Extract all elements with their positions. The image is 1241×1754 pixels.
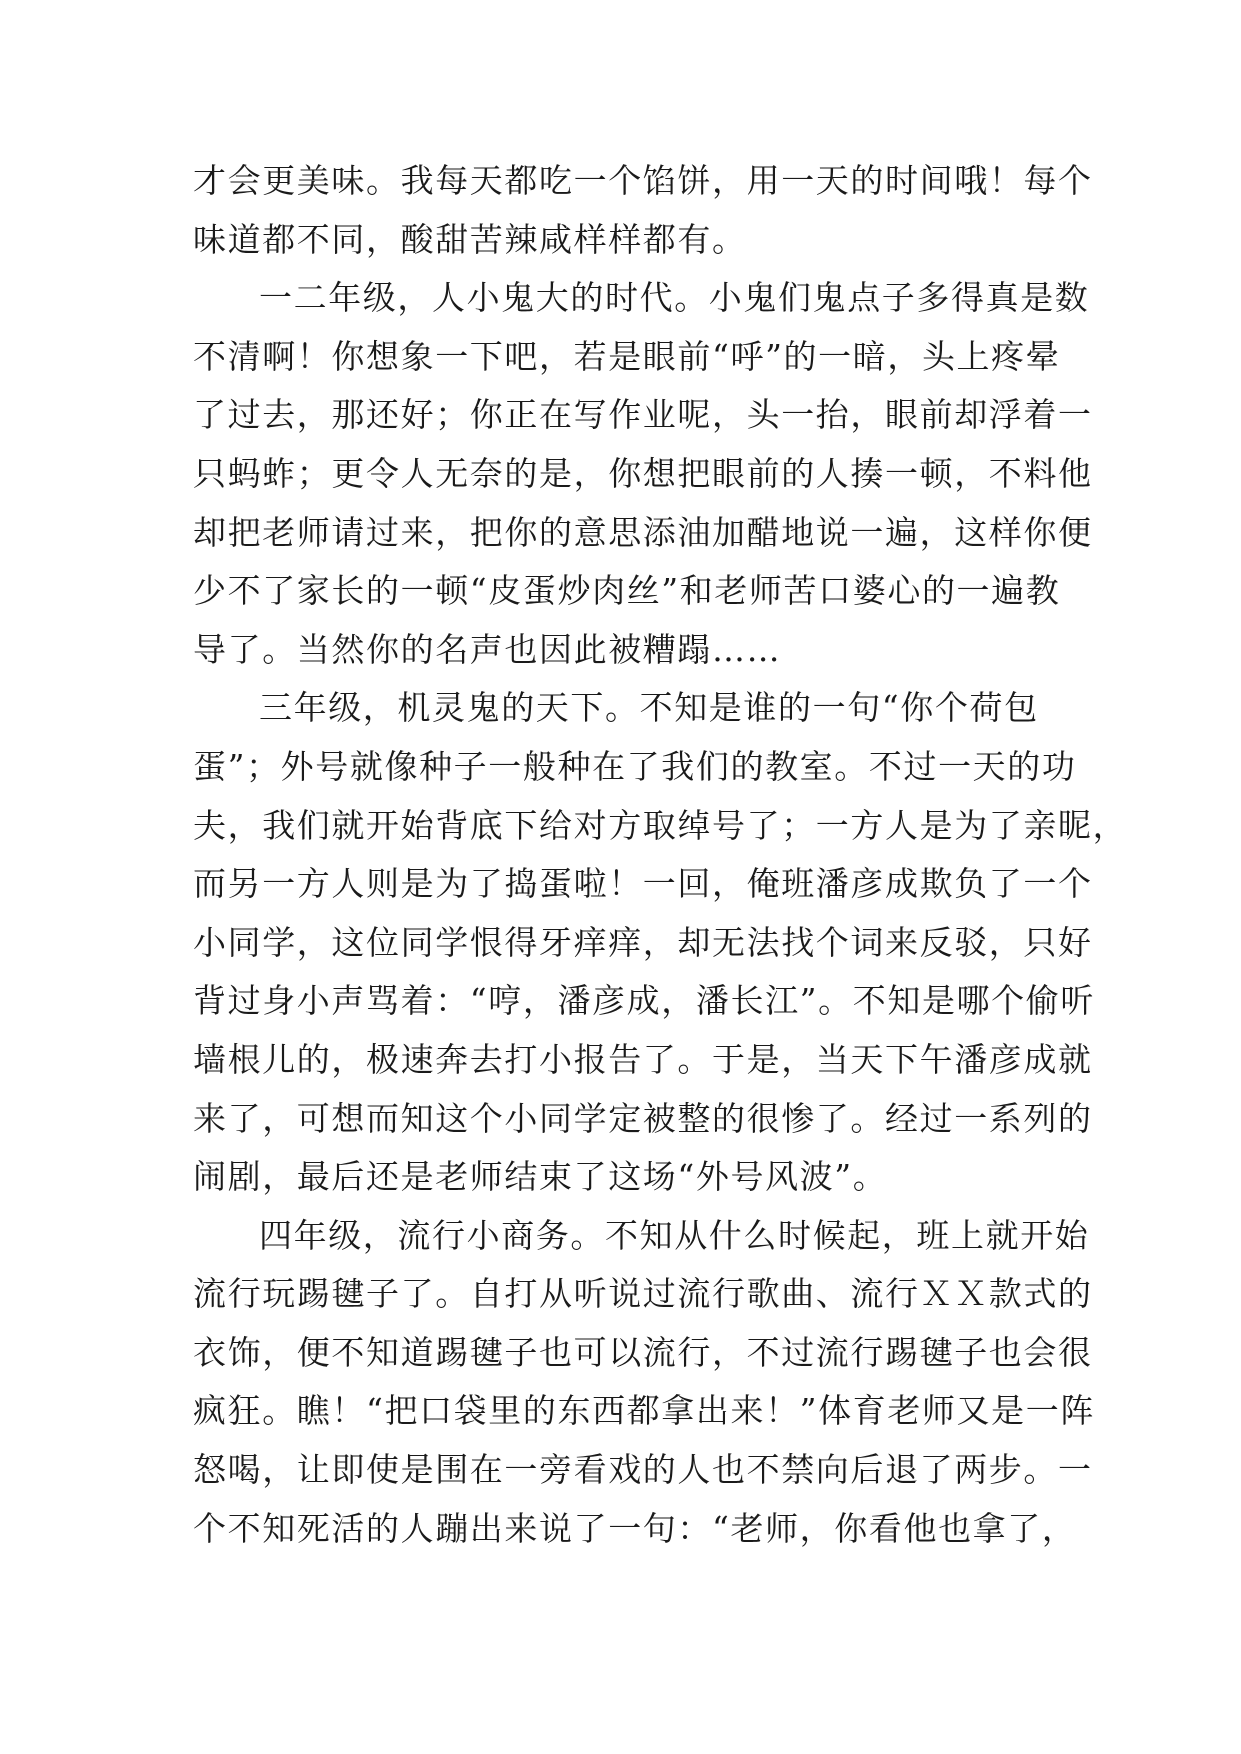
text-line: 少不了家长的一顿“皮蛋炒肉丝”和老师苦口婆心的一遍教 bbox=[193, 571, 1061, 611]
text-line: 背过身小声骂着：“哼，潘彦成，潘长江”。不知是哪个偷听 bbox=[193, 981, 1095, 1021]
text-line: 夫，我们就开始背底下给对方取绰号了；一方人是为了亲昵， bbox=[193, 805, 1128, 845]
text-line: 才会更美味。我每天都吃一个馅饼，用一天的时间哦！每个 bbox=[193, 161, 1093, 200]
text-line: 小同学，这位同学恨得牙痒痒，却无法找个词来反驳，只好 bbox=[193, 922, 1093, 962]
text-line: 导了。当然你的名声也因此被糟蹋…… bbox=[193, 629, 782, 669]
text-line: 蛋”；外号就像种子一般种在了我们的教室。不过一天的功 bbox=[193, 746, 1077, 786]
text-line: 味道都不同，酸甜苦辣咸样样都有。 bbox=[193, 219, 747, 259]
paragraph-first-line: 四年级，流行小商务。不知从什么时候起，班上就开始 bbox=[259, 1215, 1090, 1255]
text-line: 来了，可想而知这个小同学定被整的很惨了。经过一系列的 bbox=[193, 1098, 1093, 1138]
text-line: 怒喝，让即使是围在一旁看戏的人也不禁向后退了两步。一 bbox=[193, 1450, 1093, 1490]
text-line: 了过去，那还好；你正在写作业呢，头一抬，眼前却浮着一 bbox=[193, 395, 1093, 435]
paragraph-first-line: 一二年级，人小鬼大的时代。小鬼们鬼点子多得真是数 bbox=[259, 278, 1090, 318]
text-line: 墙根儿的，极速奔去打小报告了。于是，当天下午潘彦成就 bbox=[193, 1039, 1093, 1079]
text-line: 个不知死活的人蹦出来说了一句：“老师，你看他也拿了， bbox=[193, 1508, 1077, 1548]
text-line: 衣饰，便不知道踢毽子也可以流行，不过流行踢毽子也会很 bbox=[193, 1332, 1093, 1372]
text-line: 不清啊！你想象一下吧，若是眼前“呼”的一暗，头上疼晕 bbox=[193, 336, 1061, 376]
text-line: 流行玩踢毽子了。自打从听说过流行歌曲、流行ＸＸ款式的 bbox=[193, 1274, 1093, 1314]
paragraph-first-line: 三年级，机灵鬼的天下。不知是谁的一句“你个荷包 bbox=[259, 688, 1039, 728]
text-line: 疯狂。瞧！“把口袋里的东西都拿出来！”体育老师又是一阵 bbox=[193, 1391, 1095, 1431]
text-line: 却把老师请过来，把你的意思添油加醋地说一遍，这样你便 bbox=[193, 512, 1093, 552]
document-body bbox=[193, 152, 1128, 1558]
text-line: 只蚂蚱；更令人无奈的是，你想把眼前的人揍一顿，不料他 bbox=[193, 453, 1093, 493]
text-line: 而另一方人则是为了捣蛋啦！一回，俺班潘彦成欺负了一个 bbox=[193, 864, 1093, 904]
text-line: 闹剧，最后还是老师结束了这场“外号风波”。 bbox=[193, 1157, 888, 1197]
